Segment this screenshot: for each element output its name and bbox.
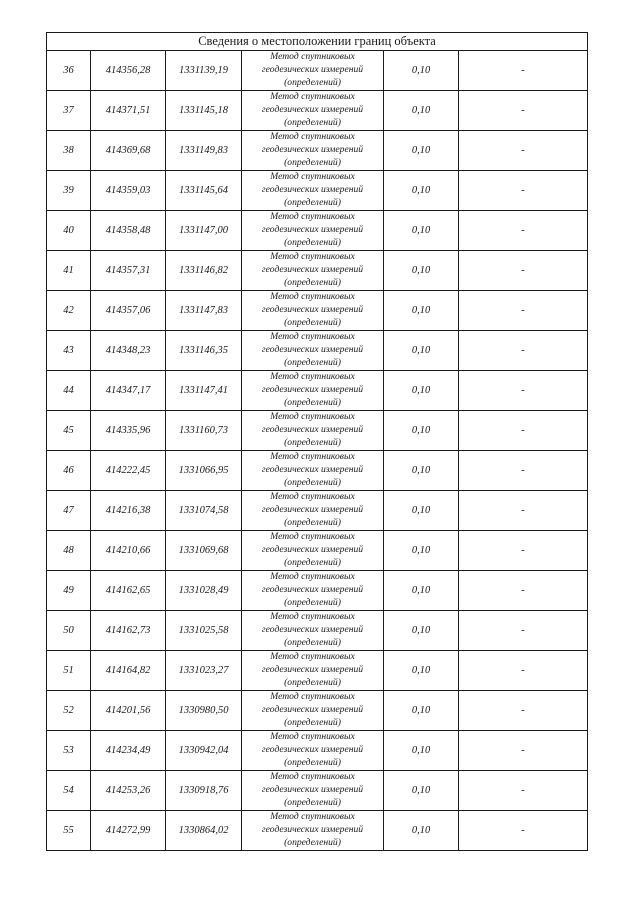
accuracy-cell: 0,10	[384, 811, 459, 851]
method-cell	[242, 131, 384, 171]
method-text-line: геодезических измерений	[261, 744, 364, 756]
table-row	[47, 211, 588, 251]
method-text-line: геодезических измерений	[261, 504, 364, 516]
y-coordinate-cell: 1331069,68	[166, 531, 242, 571]
method-text-line: Метод спутниковых	[270, 531, 355, 543]
accuracy-cell: 0,10	[384, 491, 459, 531]
method-text-line: Метод спутниковых	[270, 651, 355, 663]
method-cell	[242, 291, 384, 331]
description-cell: -	[459, 91, 588, 131]
method-text-line: геодезических измерений	[261, 384, 364, 396]
method-text-line: геодезических измерений	[261, 824, 364, 836]
method-text-line: (определений)	[284, 836, 341, 848]
method-cell	[242, 411, 384, 451]
point-number-cell: 41	[47, 251, 91, 291]
method-text-line: Метод спутниковых	[270, 51, 355, 63]
method-text-line: Метод спутниковых	[270, 251, 355, 263]
method-text-line: Метод спутниковых	[270, 811, 355, 823]
point-number-cell: 40	[47, 211, 91, 251]
point-number-cell: 39	[47, 171, 91, 211]
x-coordinate-cell: 414356,28	[91, 51, 166, 91]
table-title: Сведения о местоположении границ объекта	[47, 33, 588, 51]
method-text-line: Метод спутниковых	[270, 451, 355, 463]
x-coordinate-cell: 414358,48	[91, 211, 166, 251]
method-text-line: (определений)	[284, 156, 341, 168]
method-cell	[242, 211, 384, 251]
x-coordinate-cell: 414272,99	[91, 811, 166, 851]
description-cell: -	[459, 251, 588, 291]
y-coordinate-cell: 1331025,58	[166, 611, 242, 651]
table-row	[47, 571, 588, 611]
accuracy-cell: 0,10	[384, 211, 459, 251]
method-cell	[242, 371, 384, 411]
y-coordinate-cell: 1331160,73	[166, 411, 242, 451]
x-coordinate-cell: 414210,66	[91, 531, 166, 571]
description-cell: -	[459, 691, 588, 731]
table-row	[47, 411, 588, 451]
table-row	[47, 371, 588, 411]
method-text-line: геодезических измерений	[261, 344, 364, 356]
accuracy-cell: 0,10	[384, 691, 459, 731]
point-number-cell: 54	[47, 771, 91, 811]
accuracy-cell: 0,10	[384, 251, 459, 291]
method-cell	[242, 571, 384, 611]
y-coordinate-cell: 1331147,83	[166, 291, 242, 331]
method-text-line: Метод спутниковых	[270, 771, 355, 783]
point-number-cell: 46	[47, 451, 91, 491]
table-row	[47, 731, 588, 771]
method-text-line: геодезических измерений	[261, 224, 364, 236]
method-text-line: (определений)	[284, 556, 341, 568]
point-number-cell: 49	[47, 571, 91, 611]
y-coordinate-cell: 1330918,76	[166, 771, 242, 811]
table-row	[47, 51, 588, 91]
point-number-cell: 42	[47, 291, 91, 331]
method-cell	[242, 771, 384, 811]
description-cell: -	[459, 171, 588, 211]
table-row	[47, 491, 588, 531]
method-text-line: Метод спутниковых	[270, 691, 355, 703]
table-row	[47, 811, 588, 851]
accuracy-cell: 0,10	[384, 51, 459, 91]
table-row	[47, 131, 588, 171]
description-cell: -	[459, 211, 588, 251]
table-row	[47, 331, 588, 371]
method-text-line: Метод спутниковых	[270, 491, 355, 503]
y-coordinate-cell: 1331147,00	[166, 211, 242, 251]
method-text-line: (определений)	[284, 596, 341, 608]
method-text-line: геодезических измерений	[261, 264, 364, 276]
method-text-line: геодезических измерений	[261, 464, 364, 476]
description-cell: -	[459, 411, 588, 451]
point-number-cell: 44	[47, 371, 91, 411]
point-number-cell: 52	[47, 691, 91, 731]
method-cell	[242, 51, 384, 91]
y-coordinate-cell: 1331023,27	[166, 651, 242, 691]
method-text-line: Метод спутниковых	[270, 371, 355, 383]
x-coordinate-cell: 414357,06	[91, 291, 166, 331]
point-number-cell: 47	[47, 491, 91, 531]
x-coordinate-cell: 414164,82	[91, 651, 166, 691]
method-text-line: геодезических измерений	[261, 624, 364, 636]
accuracy-cell: 0,10	[384, 611, 459, 651]
method-text-line: (определений)	[284, 276, 341, 288]
y-coordinate-cell: 1331146,35	[166, 331, 242, 371]
method-text-line: (определений)	[284, 796, 341, 808]
accuracy-cell: 0,10	[384, 171, 459, 211]
table-row	[47, 91, 588, 131]
accuracy-cell: 0,10	[384, 451, 459, 491]
method-text-line: Метод спутниковых	[270, 91, 355, 103]
x-coordinate-cell: 414253,26	[91, 771, 166, 811]
point-number-cell: 36	[47, 51, 91, 91]
method-text-line: Метод спутниковых	[270, 731, 355, 743]
description-cell: -	[459, 571, 588, 611]
x-coordinate-cell: 414201,56	[91, 691, 166, 731]
y-coordinate-cell: 1331147,41	[166, 371, 242, 411]
x-coordinate-cell: 414222,45	[91, 451, 166, 491]
x-coordinate-cell: 414359,03	[91, 171, 166, 211]
y-coordinate-cell: 1331146,82	[166, 251, 242, 291]
y-coordinate-cell: 1331149,83	[166, 131, 242, 171]
point-number-cell: 45	[47, 411, 91, 451]
method-text-line: геодезических измерений	[261, 704, 364, 716]
accuracy-cell: 0,10	[384, 291, 459, 331]
description-cell: -	[459, 531, 588, 571]
method-cell	[242, 651, 384, 691]
description-cell: -	[459, 731, 588, 771]
point-number-cell: 38	[47, 131, 91, 171]
x-coordinate-cell: 414347,17	[91, 371, 166, 411]
boundary-coordinates-table	[46, 32, 588, 851]
method-text-line: (определений)	[284, 676, 341, 688]
method-text-line: (определений)	[284, 116, 341, 128]
accuracy-cell: 0,10	[384, 91, 459, 131]
description-cell: -	[459, 331, 588, 371]
description-cell: -	[459, 51, 588, 91]
accuracy-cell: 0,10	[384, 371, 459, 411]
method-text-line: геодезических измерений	[261, 544, 364, 556]
method-cell	[242, 251, 384, 291]
table-row	[47, 171, 588, 211]
method-text-line: (определений)	[284, 756, 341, 768]
method-text-line: геодезических измерений	[261, 184, 364, 196]
description-cell: -	[459, 371, 588, 411]
table-row	[47, 771, 588, 811]
x-coordinate-cell: 414348,23	[91, 331, 166, 371]
table-row	[47, 651, 588, 691]
method-cell	[242, 611, 384, 651]
description-cell: -	[459, 811, 588, 851]
accuracy-cell: 0,10	[384, 571, 459, 611]
x-coordinate-cell: 414357,31	[91, 251, 166, 291]
method-text-line: (определений)	[284, 516, 341, 528]
method-text-line: Метод спутниковых	[270, 131, 355, 143]
point-number-cell: 51	[47, 651, 91, 691]
point-number-cell: 53	[47, 731, 91, 771]
description-cell: -	[459, 611, 588, 651]
y-coordinate-cell: 1330942,04	[166, 731, 242, 771]
method-text-line: геодезических измерений	[261, 784, 364, 796]
x-coordinate-cell: 414162,73	[91, 611, 166, 651]
method-text-line: Метод спутниковых	[270, 291, 355, 303]
table-row	[47, 691, 588, 731]
method-text-line: геодезических измерений	[261, 424, 364, 436]
x-coordinate-cell: 414234,49	[91, 731, 166, 771]
method-cell	[242, 451, 384, 491]
table-row	[47, 451, 588, 491]
method-text-line: геодезических измерений	[261, 64, 364, 76]
y-coordinate-cell: 1331145,18	[166, 91, 242, 131]
y-coordinate-cell: 1330980,50	[166, 691, 242, 731]
method-cell	[242, 691, 384, 731]
method-text-line: Метод спутниковых	[270, 331, 355, 343]
method-text-line: (определений)	[284, 716, 341, 728]
method-text-line: геодезических измерений	[261, 104, 364, 116]
method-text-line: (определений)	[284, 76, 341, 88]
method-text-line: Метод спутниковых	[270, 411, 355, 423]
accuracy-cell: 0,10	[384, 771, 459, 811]
y-coordinate-cell: 1331145,64	[166, 171, 242, 211]
point-number-cell: 55	[47, 811, 91, 851]
method-text-line: (определений)	[284, 436, 341, 448]
method-text-line: Метод спутниковых	[270, 211, 355, 223]
table-body	[47, 33, 588, 851]
table-row	[47, 291, 588, 331]
method-cell	[242, 331, 384, 371]
accuracy-cell: 0,10	[384, 131, 459, 171]
method-cell	[242, 491, 384, 531]
point-number-cell: 43	[47, 331, 91, 371]
method-text-line: геодезических измерений	[261, 664, 364, 676]
method-text-line: Метод спутниковых	[270, 611, 355, 623]
point-number-cell: 48	[47, 531, 91, 571]
method-text-line: геодезических измерений	[261, 144, 364, 156]
method-cell	[242, 531, 384, 571]
point-number-cell: 37	[47, 91, 91, 131]
description-cell: -	[459, 131, 588, 171]
accuracy-cell: 0,10	[384, 331, 459, 371]
description-cell: -	[459, 491, 588, 531]
y-coordinate-cell: 1331028,49	[166, 571, 242, 611]
method-text-line: (определений)	[284, 356, 341, 368]
method-text-line: (определений)	[284, 636, 341, 648]
method-text-line: Метод спутниковых	[270, 571, 355, 583]
y-coordinate-cell: 1331074,58	[166, 491, 242, 531]
method-text-line: (определений)	[284, 236, 341, 248]
x-coordinate-cell: 414162,65	[91, 571, 166, 611]
x-coordinate-cell: 414216,38	[91, 491, 166, 531]
description-cell: -	[459, 451, 588, 491]
x-coordinate-cell: 414335,96	[91, 411, 166, 451]
description-cell: -	[459, 651, 588, 691]
y-coordinate-cell: 1331066,95	[166, 451, 242, 491]
method-text-line: (определений)	[284, 316, 341, 328]
accuracy-cell: 0,10	[384, 651, 459, 691]
point-number-cell: 50	[47, 611, 91, 651]
method-cell	[242, 731, 384, 771]
table-row	[47, 531, 588, 571]
method-text-line: Метод спутниковых	[270, 171, 355, 183]
x-coordinate-cell: 414371,51	[91, 91, 166, 131]
method-cell	[242, 811, 384, 851]
accuracy-cell: 0,10	[384, 411, 459, 451]
method-text-line: (определений)	[284, 476, 341, 488]
accuracy-cell: 0,10	[384, 531, 459, 571]
method-text-line: (определений)	[284, 396, 341, 408]
method-text-line: геодезических измерений	[261, 304, 364, 316]
method-text-line: (определений)	[284, 196, 341, 208]
table-row	[47, 611, 588, 651]
accuracy-cell: 0,10	[384, 731, 459, 771]
method-cell	[242, 91, 384, 131]
y-coordinate-cell: 1331139,19	[166, 51, 242, 91]
x-coordinate-cell: 414369,68	[91, 131, 166, 171]
description-cell: -	[459, 291, 588, 331]
title-row	[47, 33, 588, 51]
y-coordinate-cell: 1330864,02	[166, 811, 242, 851]
method-text-line: геодезических измерений	[261, 584, 364, 596]
method-cell	[242, 171, 384, 211]
table-row	[47, 251, 588, 291]
description-cell: -	[459, 771, 588, 811]
